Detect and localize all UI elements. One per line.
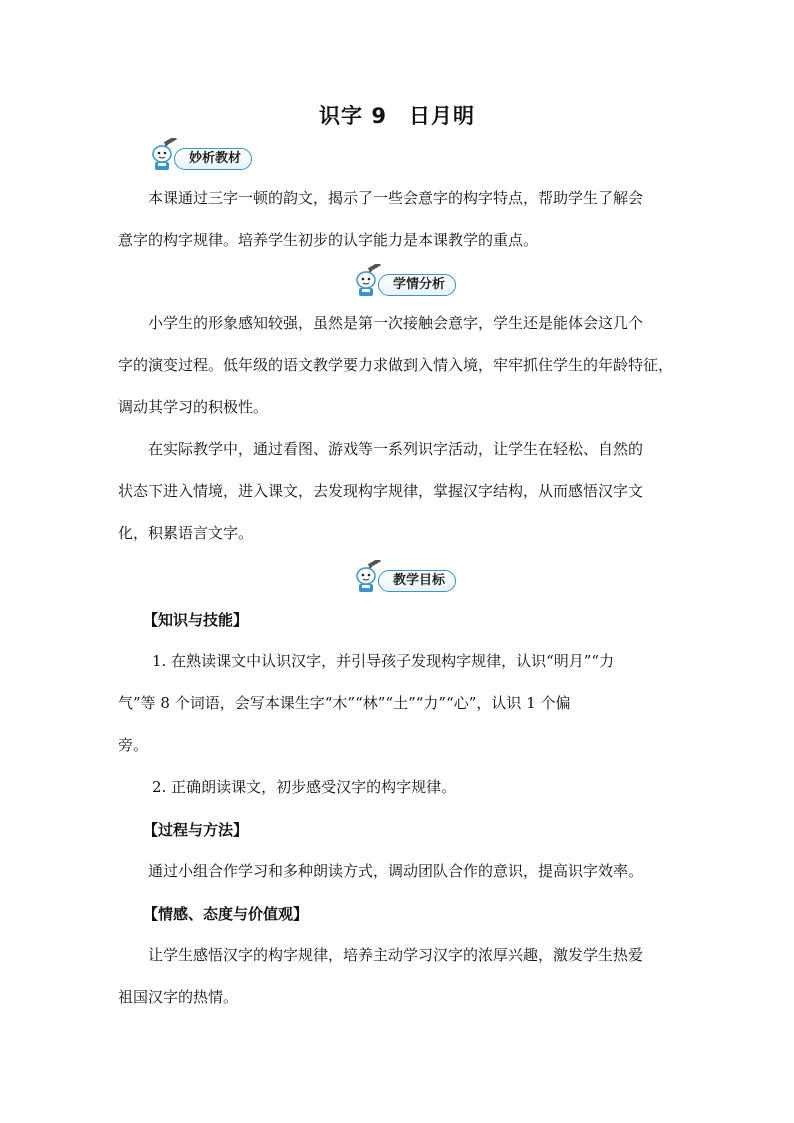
knowledge-heading: 【知识与技能】 bbox=[143, 611, 249, 629]
knowledge-item-1-line-3: 旁。 bbox=[118, 736, 149, 754]
knowledge-item-1-line-2: 气”等 8 个词语，会写本课生字“木”“林”“土”“力”“心”，认识 1 个偏 bbox=[118, 694, 571, 712]
students-p2-line-1: 在实际教学中，通过看图、游戏等一系列识字活动，让学生在轻松、自然的 bbox=[148, 440, 644, 458]
students-p1-line-2: 字的演变过程。低年级的语文教学要力求做到入情入境，牢牢抓住学生的年龄特征， bbox=[118, 356, 674, 374]
students-p2-line-3: 化，积累语言文字。 bbox=[118, 524, 254, 542]
knowledge-item-2: 2. 正确朗读课文，初步感受汉字的构字规律。 bbox=[152, 778, 457, 796]
emotion-line-2: 祖国汉字的热情。 bbox=[118, 988, 239, 1006]
students-p2-line-2: 状态下进入情境，进入课文，去发现构字规律，掌握汉字结构，从而感悟汉字文 bbox=[118, 482, 644, 500]
emotion-heading: 【情感、态度与价值观】 bbox=[143, 905, 309, 923]
mascot-icon bbox=[354, 264, 384, 298]
mascot-icon bbox=[354, 560, 384, 594]
section-badge-label: 学情分析 bbox=[378, 274, 456, 296]
analysis-line-1: 本课通过三字一顿的韵文，揭示了一些会意字的构字特点，帮助学生了解会 bbox=[148, 189, 644, 207]
page-title: 识字 9 日月明 bbox=[319, 104, 475, 128]
process-heading: 【过程与方法】 bbox=[143, 821, 249, 839]
students-p1-line-1: 小学生的形象感知较强，虽然是第一次接触会意字，学生还是能体会这几个 bbox=[148, 314, 644, 332]
process-text: 通过小组合作学习和多种朗读方式，调动团队合作的意识，提高识字效率。 bbox=[148, 862, 644, 880]
students-p1-line-3: 调动其学习的积极性。 bbox=[118, 398, 269, 416]
analysis-line-2: 意字的构字规律。培养学生初步的认字能力是本课教学的重点。 bbox=[118, 231, 539, 249]
section-badge-goals bbox=[354, 560, 456, 594]
emotion-line-1: 让学生感悟汉字的构字规律，培养主动学习汉字的浓厚兴趣，激发学生热爱 bbox=[148, 946, 644, 964]
section-badge-label: 教学目标 bbox=[378, 570, 456, 592]
section-badge-label: 妙析教材 bbox=[174, 148, 252, 170]
section-badge-analysis bbox=[150, 138, 252, 172]
knowledge-item-1-line-1: 1. 在熟读课文中认识汉字，并引导孩子发现构字规律，认识“明月”“力 bbox=[152, 652, 615, 670]
mascot-icon bbox=[150, 138, 180, 172]
section-badge-students bbox=[354, 264, 456, 298]
